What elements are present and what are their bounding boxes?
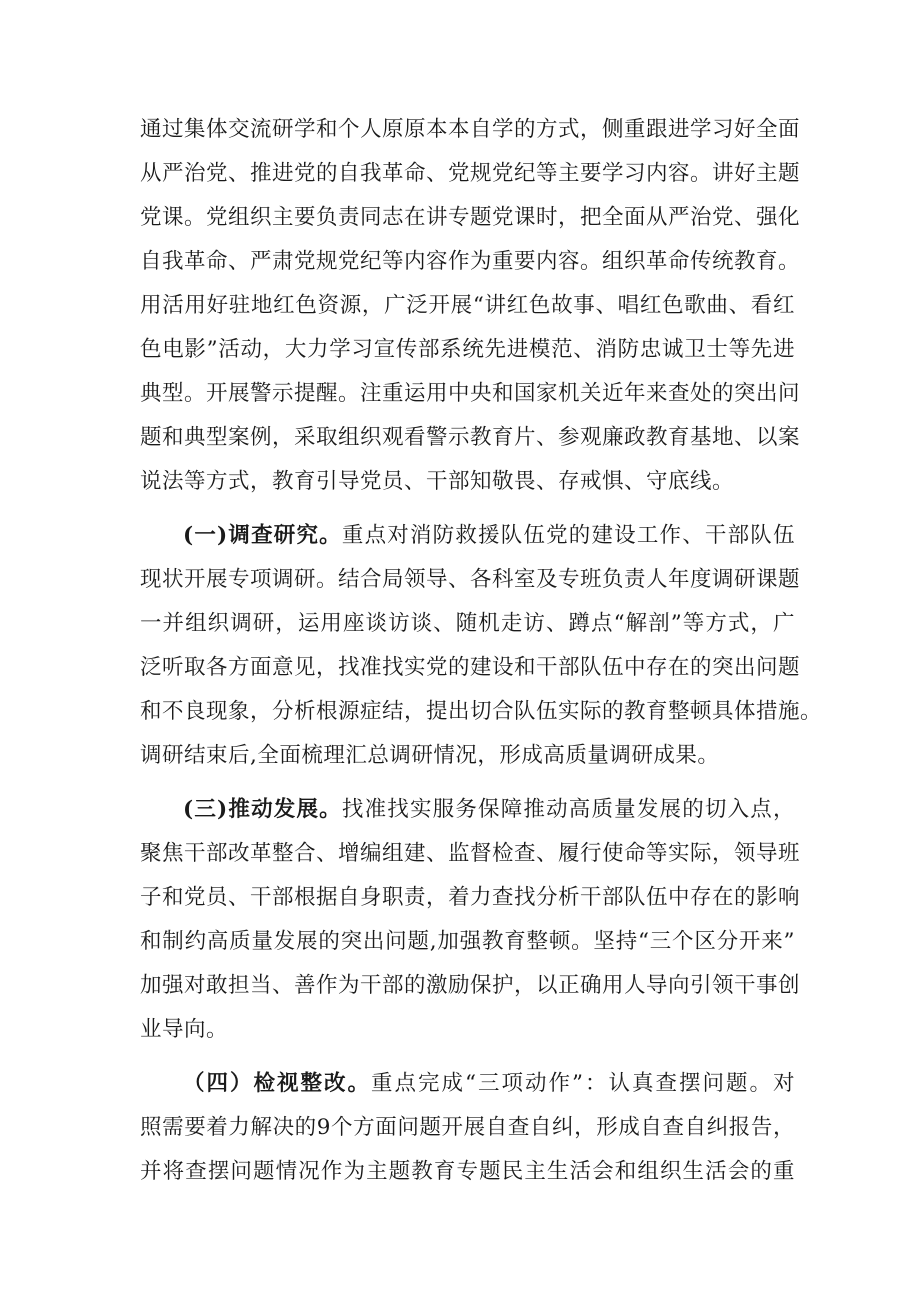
section-heading: （四）检视整改。 <box>183 1071 371 1096</box>
text-line: 聚焦干部改革整合、增编组建、监督检查、履行使命等实际，领导班 <box>140 841 801 866</box>
text-line: 一并组织调研，运用座谈访谈、随机走访、蹲点“解剖”等方式，广 <box>140 611 795 636</box>
text-line <box>140 1062 795 1106</box>
text-line: 通过集体交流研学和个人原原本本自学的方式，侧重跟进学习好全面 <box>140 117 801 142</box>
text-line: 说法等方式，教育引导党员、干部知敬畏、存戒惧、守底线。 <box>140 469 735 494</box>
section-heading: (三)推动发展。 <box>183 797 342 822</box>
text-line <box>140 788 795 832</box>
section-heading: (一)调查研究。 <box>183 523 342 548</box>
text-line: 自我革命、严肃党规党纪等内容作为重要内容。组织革命传统教育。 <box>140 249 801 274</box>
text-line: 题和典型案例，采取组织观看警示教育片、参观廉政教育基地、以案 <box>140 425 801 450</box>
text-line: 用活用好驻地红色资源，广泛开展“讲红色故事、唱红色歌曲、看红 <box>140 293 795 318</box>
document-body <box>140 108 823 1194</box>
paragraph-research <box>140 514 823 778</box>
text-line: 泛听取各方面意见，找准找实党的建设和干部队伍中存在的突出问题 <box>140 655 801 680</box>
text-line: 业导向。 <box>140 1017 229 1042</box>
text-line: 并将查摆问题情况作为主题教育专题民主生活会和组织生活会的重 <box>140 1159 795 1184</box>
text-line: 和不良现象，分析根源症结，提出切合队伍实际的教育整顿具体措施。 <box>140 699 823 724</box>
text-line: 现状开展专项调研。结合局领导、各科室及专班负责人年度调研课题 <box>140 567 801 592</box>
text-line: 色电影”活动，大力学习宣传部系统先进模范、消防忠诚卫士等先进 <box>140 337 795 362</box>
text-line: 照需要着力解决的9个方面问题开展自查自纠，形成自查自纠报告， <box>140 1115 795 1140</box>
text-run: 重点对消防救援队伍党的建设工作、干部队伍 <box>341 523 795 548</box>
text-line: 党课。党组织主要负责同志在讲专题党课时，把全面从严治党、强化 <box>140 205 801 230</box>
text-line: 加强对敢担当、善作为干部的激励保护，以正确用人导向引领干事创 <box>140 973 801 998</box>
text-run: 重点完成“三项动作”：认真查摆问题。对 <box>371 1071 795 1096</box>
paragraph-development <box>140 788 801 1052</box>
text-line: 典型。开展警示提醒。注重运用中央和国家机关近年来查处的突出问 <box>140 381 801 406</box>
text-run: 找准找实服务保障推动高质量发展的切入点， <box>341 797 795 822</box>
text-line: 调研结束后,全面梳理汇总调研情况，形成高质量调研成果。 <box>140 743 720 768</box>
text-line <box>140 514 795 558</box>
paragraph-study <box>140 108 801 504</box>
text-line: 从严治党、推进党的自我革命、党规党纪等主要学习内容。讲好主题 <box>140 161 801 186</box>
text-line: 和制约高质量发展的突出问题,加强教育整顿。坚持“三个区分开来” <box>140 929 795 954</box>
paragraph-rectification <box>140 1062 795 1194</box>
text-line: 子和党员、干部根据自身职责，着力查找分析干部队伍中存在的影响 <box>140 885 801 910</box>
